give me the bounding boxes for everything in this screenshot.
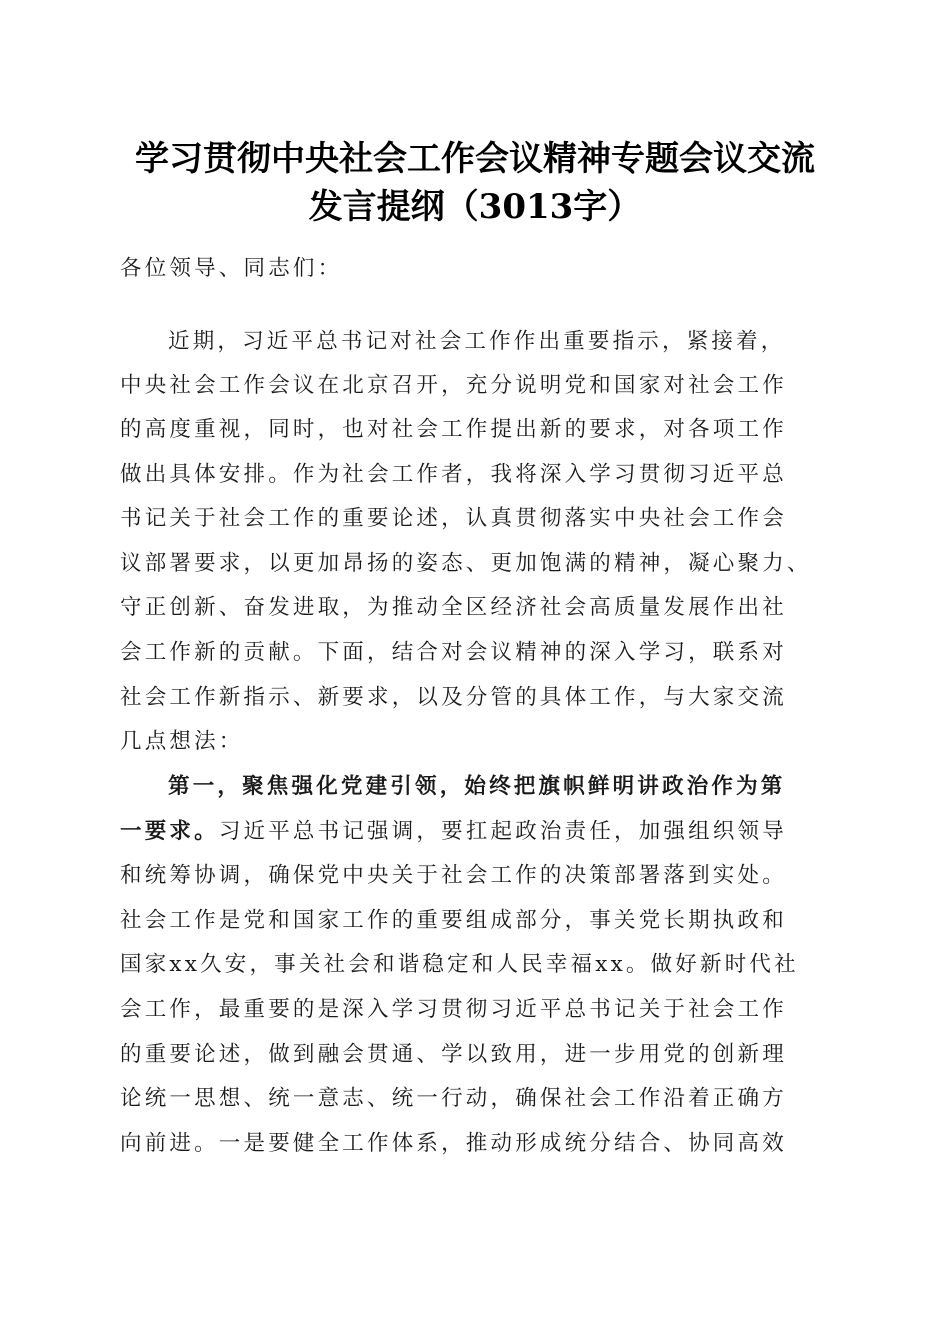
section-1-heading-continued	[120, 817, 787, 847]
salutation: 各位领导、同志们：	[120, 256, 343, 281]
section-1-body-line: 国家xx久安，事关社会和谐稳定和人民幸福xx。做好新时代社	[120, 952, 799, 977]
intro-line: 社会工作新指示、新要求，以及分管的具体工作，与大家交流	[120, 685, 787, 710]
document-title-line-1: 学习贯彻中央社会工作会议精神专题会议交流	[135, 139, 815, 179]
section-1-heading: 第一，聚焦强化党建引领，始终把旗帜鲜明讲政治作为第	[168, 774, 786, 799]
document-title-line-2: 发言提纲（3013字）	[308, 187, 642, 227]
intro-line: 中央社会工作会议在北京召开，充分说明党和国家对社会工作	[120, 373, 787, 398]
section-1-body-line: 论统一思想、统一意志、统一行动，确保社会工作沿着正确方	[120, 1086, 787, 1111]
section-1-body-start: 习近平总书记强调，要扛起政治责任，加强组织领导	[218, 819, 787, 844]
intro-line: 会工作新的贡献。下面，结合对会议精神的深入学习，联系对	[120, 640, 787, 665]
section-1-body-line: 和统筹协调，确保党中央关于社会工作的决策部署落到实处。	[120, 863, 787, 888]
section-1-body-line: 的重要论述，做到融会贯通、学以致用，进一步用党的创新理	[120, 1042, 787, 1067]
section-1-body-line: 向前进。一是要健全工作体系，推动形成统分结合、协同高效	[120, 1131, 787, 1156]
intro-line: 几点想法：	[120, 729, 244, 754]
intro-line: 做出具体安排。作为社会工作者，我将深入学习贯彻习近平总	[120, 462, 787, 487]
section-1-body-line: 会工作，最重要的是深入学习贯彻习近平总书记关于社会工作	[120, 997, 787, 1022]
section-1-body-line: 社会工作是党和国家工作的重要组成部分，事关党长期执政和	[120, 908, 787, 933]
intro-line: 的高度重视，同时，也对社会工作提出新的要求，对各项工作	[120, 417, 787, 442]
intro-line: 近期，习近平总书记对社会工作作出重要指示，紧接着，	[168, 329, 786, 354]
section-1-heading-end: 一要求。	[120, 819, 219, 844]
intro-line: 守正创新、奋发进取，为推动全区经济社会高质量发展作出社	[120, 595, 787, 620]
intro-line: 议部署要求，以更加昂扬的姿态、更加饱满的精神，凝心聚力、	[120, 551, 812, 576]
intro-line: 书记关于社会工作的重要论述，认真贯彻落实中央社会工作会	[120, 506, 787, 531]
